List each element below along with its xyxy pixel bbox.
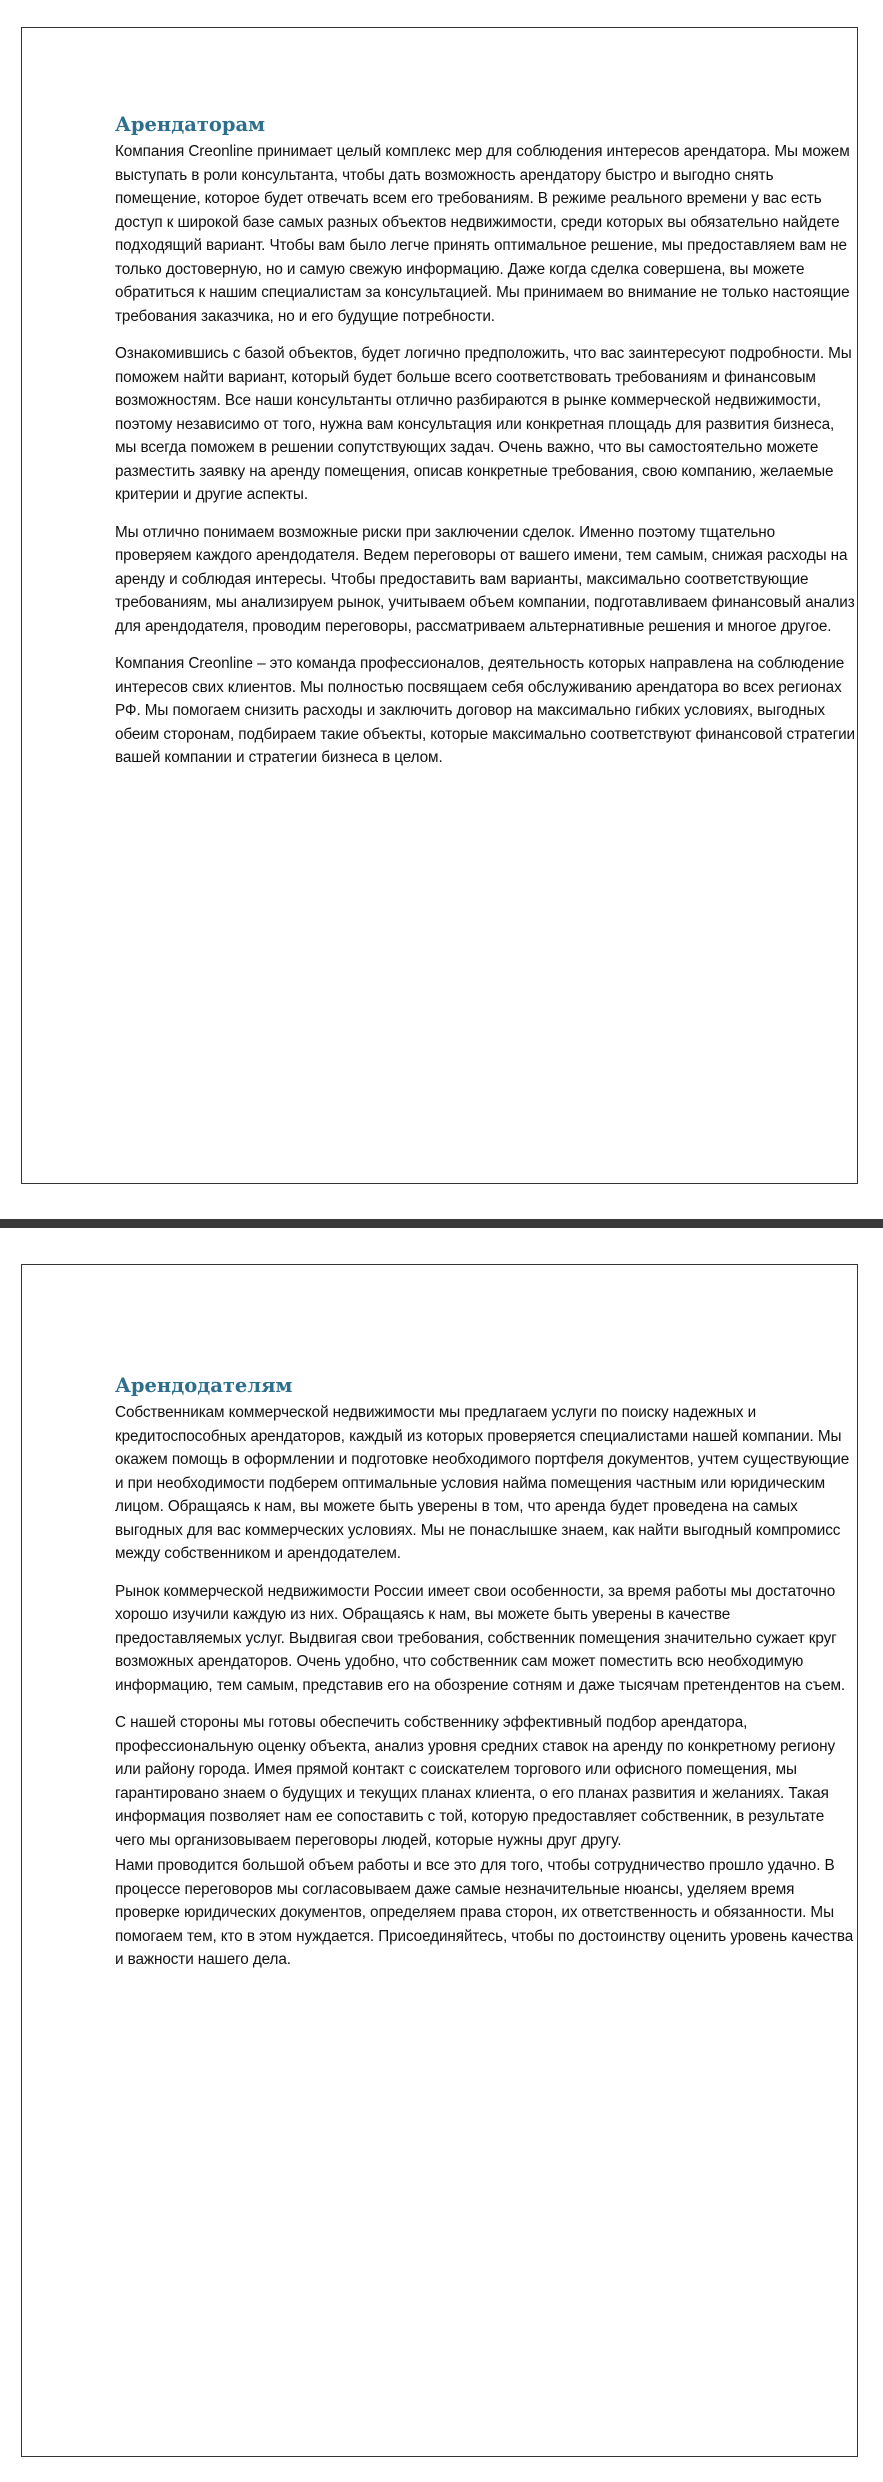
section-heading-landlords: Арендодателям [115,1374,293,1397]
paragraph: Собственникам коммерческой недвижимости мы предлагаем услуги по поиску надежных и кредитоспособных арендаторов, каждый из которых проверяется специалистами нашей компании. Мы окажем помощь в оформлении и подготовке необходимого портфеля документов, учтем существующие и при необходимости подберем оптимальные условия найма помещения частным или юридическим лицом. Обращаясь к нам, вы можете быть уверены в том, что аренда будет проведена на самых выгодных для вас коммерческих условиях. Мы не понаслышке знаем, как найти выгодный компромисс между собственником и арендодателем. [115,1404,850,1562]
page-separator [0,1219,883,1228]
paragraph: Мы отлично понимаем возможные риски при заключении сделок. Именно поэтому тщательно проверяем каждого арендодателя. Ведем переговоры от вашего имени, тем самым, снижая расходы на аренду и соблюдая интересы. Чтобы предоставить вам варианты, максимально соответствующие требованиям, мы анализируем рынок, учитываем объем компании, подготавливаем финансовый анализ для арендодателя, проводим переговоры, рассматриваем альтернативные решения и многое другое. [115,523,855,635]
paragraph: Нами проводится большой объем работы и все это для того, чтобы сотрудничество прошло удачно. В процессе переговоров мы согласовываем даже самые незначительные нюансы, уделяем время проверке юридических документов, определяем права сторон, их ответственность и обязанности. Мы помогаем тем, кто в этом нуждается. Присоединяйтесь, чтобы по достоинству оценить уровень качества и важности нашего дела. [115,1857,854,1968]
paragraph: Компания Creonline – это команда профессионалов, деятельность которых направлена на соблюдение интересов свих клиентов. Мы полностью посвящаем себя обслуживанию арендатора во всех регионах РФ. Мы помогаем снизить расходы и заключить договор на максимально гибких условиях, выгодных обеим сторонам, подбираем такие объекты, которые максимально соответствуют финансовой стратегии вашей компании и стратегии бизнеса в целом. [115,655,855,766]
paragraph: Рынок коммерческой недвижимости России имеет свои особенности, за время работы мы достаточно хорошо изучили каждую из них. Обращаясь к нам, вы можете быть уверены в качестве предоставляемых услуг. Выдвигая свои требования, собственник помещения значительно сужает круг возможных арендаторов. Очень удобно, что собственник сам может поместить всю необходимую информацию, тем самым, представив его на обозрение сотням и даже тысячам претендентов на съем. [115,1582,846,1694]
paragraph: Компания Creonline принимает целый комплекс мер для соблюдения интересов арендатора. Мы можем выступать в роли консультанта, чтобы дать возможность арендатору быстро и выгодно снять помещение, которое будет отвечать всем его требованиям. В режиме реального времени у вас есть доступ к широкой базе самых разных объектов недвижимости, среди которых вы обязательно найдете подходящий вариант. Чтобы вам было легче принять оптимальное решение, мы предоставляем вам не только достоверную, но и самую свежую информацию. Даже когда сделка совершена, вы можете обратиться к нашим специалистам за консультацией. Мы принимаем во внимание не только настоящие требования заказчика, но и его будущие потребности. [115,143,850,325]
page-2-content [115,1374,855,1986]
page-1-content [115,113,855,784]
section-heading-tenants: Арендаторам [115,113,266,136]
document-page-2 [21,1264,858,2457]
paragraph: Ознакомившись с базой объектов, будет логично предположить, что вас заинтересуют подробности. Мы поможем найти вариант, который будет больше всего соответствовать требованиям и финансовым возможностям. Все наши консультанты отлично разбираются в рынке коммерческой недвижимости, поэтому независимо от того, нужна вам консультация или конкретная площадь для развития бизнеса, мы всегда поможем в решении сопутствующих задач. Очень важно, что вы самостоятельно можете разместить заявку на аренду помещения, описав конкретные требования, свою компанию, желаемые критерии и другие аспекты. [115,345,852,503]
paragraph: С нашей стороны мы готовы обеспечить собственнику эффективный подбор арендатора, профессиональную оценку объекта, анализ уровня средних ставок на аренду по конкретному региону или району города. Имея прямой контакт с соискателем торгового или офисного помещения, мы гарантировано знаем о будущих и текущих планах клиента, о его планах развития и желаниях. Такая информация позволяет нам ее сопоставить с той, которую предоставляет собственник, в результате чего мы организовываем переговоры людей, которые нужны друг другу. [115,1714,836,1849]
document-page-1 [21,27,858,1184]
